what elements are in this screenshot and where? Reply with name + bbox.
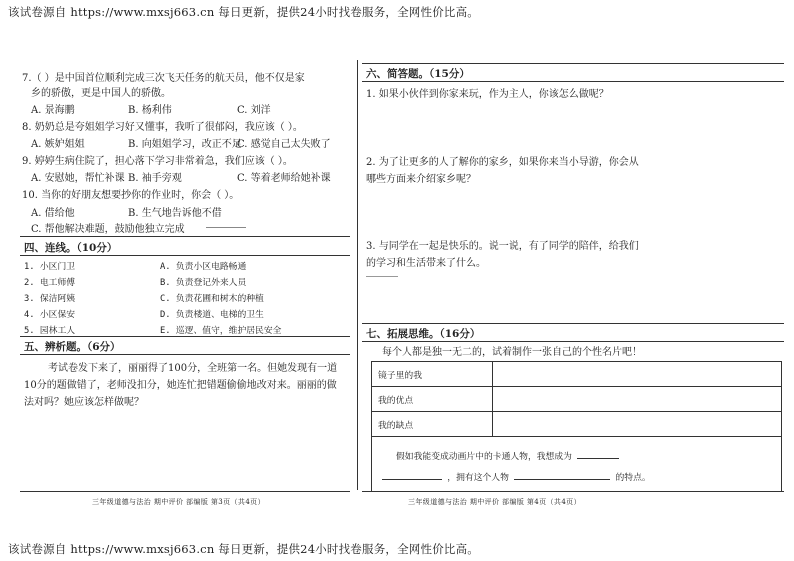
sec7-title: 七、拓展思维。（16分） bbox=[366, 328, 481, 340]
q3-scribble-line bbox=[366, 276, 398, 277]
q9-option-b: B. 袖手旁观 bbox=[128, 173, 182, 184]
card-fill-blank2[interactable] bbox=[382, 479, 442, 480]
q9-stem: 9. 婷婷生病住院了，担心落下学习非常着急，我们应该（ ）。 bbox=[22, 156, 293, 167]
q10-scribble-line bbox=[206, 227, 246, 228]
divider-sec5-bottom bbox=[20, 354, 350, 355]
right-footer-rule bbox=[362, 491, 784, 492]
sec7-intro: 每个人都是独一无二的，试着制作一张自己的个性名片吧！ bbox=[382, 347, 642, 358]
sec4-title: 四、连线。（10分） bbox=[24, 242, 118, 254]
card-label-weaknesses: 我的缺点 bbox=[372, 412, 493, 437]
sec6-q2-line2: 哪些方面来介绍家乡呢？ bbox=[366, 174, 476, 185]
card-fill-line2 bbox=[382, 470, 771, 483]
q8-stem: 8. 奶奶总是夸姐姐学习好又懂事，我听了很郁闷，我应该（ ）。 bbox=[22, 122, 303, 133]
q9-option-c: C. 等着老师给她补课 bbox=[237, 173, 331, 184]
card-row bbox=[372, 387, 782, 412]
match-right-b: B. 负责登记外来人员 bbox=[160, 278, 247, 288]
q8-option-a: A. 嫉妒姐姐 bbox=[31, 139, 85, 150]
q10-option-c: C. 帮他解决难题，鼓励他独立完成 bbox=[31, 224, 185, 235]
card-fill-text1: 假如我能变成动画片中的卡通人物，我想成为 bbox=[396, 452, 572, 462]
q7-stem-line2: 乡的骄傲，更是中国人的骄傲。 bbox=[31, 88, 171, 99]
match-left-1: 1. 小区门卫 bbox=[24, 262, 76, 272]
sec5-text-line2: 10分的题做错了，老师没扣分，她连忙把错题偷偷地改对来。丽丽的做 bbox=[24, 380, 337, 391]
match-left-5: 5. 园林工人 bbox=[24, 326, 76, 336]
match-left-3: 3. 保洁阿姨 bbox=[24, 294, 76, 304]
divider-sec5 bbox=[20, 336, 350, 337]
match-right-a: A. 负责小区电路畅通 bbox=[160, 262, 247, 272]
match-right-c: C. 负责花圃和树木的种植 bbox=[160, 294, 264, 304]
card-answer-mirror[interactable] bbox=[493, 362, 782, 387]
match-left-2: 2. 电工师傅 bbox=[24, 278, 76, 288]
source-banner-top: 该试卷源自 https://www.mxsj663.cn 每日更新，提供24小时找卷服务，全网性价比高。 bbox=[8, 5, 480, 19]
card-label-mirror: 镜子里的我 bbox=[372, 362, 493, 387]
card-row bbox=[372, 412, 782, 437]
q7-option-c: C. 刘洋 bbox=[237, 105, 271, 116]
card-label-strengths: 我的优点 bbox=[372, 387, 493, 412]
q8-option-b: B. 向姐姐学习，改正不足 bbox=[128, 139, 242, 150]
q10-option-a: A. 借给他 bbox=[31, 208, 75, 219]
card-answer-weaknesses[interactable] bbox=[493, 412, 782, 437]
card-row bbox=[372, 437, 782, 492]
card-fill-line1 bbox=[382, 449, 771, 462]
left-page-footer: 三年级道德与法治 期中评价 部编版 第3页（共4页） bbox=[92, 498, 265, 506]
sec5-title: 五、辨析题。（6分） bbox=[24, 341, 121, 353]
divider-sec6-bottom bbox=[362, 81, 784, 82]
source-banner-bottom: 该试卷源自 https://www.mxsj663.cn 每日更新，提供24小时找卷服务，全网性价比高。 bbox=[8, 542, 480, 556]
match-right-e: E. 巡逻、值守，维护居民安全 bbox=[160, 326, 282, 336]
sec6-q3-line1: 3. 与同学在一起是快乐的。说一说，有了同学的陪伴，给我们 bbox=[366, 241, 639, 252]
q7-option-b: B. 杨利伟 bbox=[128, 105, 172, 116]
divider-sec4 bbox=[20, 236, 350, 237]
q8-option-c: C. 感觉自己太失败了 bbox=[237, 139, 331, 150]
card-fill-blank1[interactable] bbox=[577, 458, 619, 459]
sec5-text-line1: 考试卷发下来了，丽丽得了100分，全班第一名。但她发现有一道 bbox=[48, 363, 338, 374]
sec6-q2-line1: 2. 为了让更多的人了解你的家乡，如果你来当小导游，你会从 bbox=[366, 157, 639, 168]
sec6-q1: 1. 如果小伙伴到你家来玩，作为主人，你该怎么做呢？ bbox=[366, 89, 609, 100]
card-answer-strengths[interactable] bbox=[493, 387, 782, 412]
right-page-footer: 三年级道德与法治 期中评价 部编版 第4页（共4页） bbox=[408, 498, 581, 506]
q10-stem: 10. 当你的好朋友想要抄你的作业时，你会（ ）。 bbox=[22, 190, 240, 201]
divider-sec4-bottom bbox=[20, 255, 350, 256]
match-right-d: D. 负责楼道、电梯的卫生 bbox=[160, 310, 264, 320]
divider-sec7-top bbox=[362, 323, 784, 324]
sec6-q3-line2: 的学习和生活带来了什么。 bbox=[366, 258, 486, 269]
q9-option-a: A. 安慰她，帮忙补课 bbox=[31, 173, 125, 184]
left-footer-rule bbox=[20, 491, 350, 492]
card-row bbox=[372, 362, 782, 387]
sec6-title: 六、简答题。（15分） bbox=[366, 68, 470, 80]
card-fill-text2: ，拥有这个人物 bbox=[447, 473, 509, 483]
card-fill-cell bbox=[372, 437, 782, 492]
q10-option-b: B. 生气地告诉他不借 bbox=[128, 208, 222, 219]
name-card-table bbox=[371, 361, 782, 492]
divider-sec6-top bbox=[362, 63, 784, 64]
q7-option-a: A. 景海鹏 bbox=[31, 105, 75, 116]
match-left-4: 4. 小区保安 bbox=[24, 310, 76, 320]
sec5-text-line3: 法对吗？她应该怎样做呢？ bbox=[24, 397, 144, 408]
column-divider bbox=[357, 60, 358, 490]
card-fill-blank3[interactable] bbox=[514, 479, 610, 480]
card-fill-text3: 的特点。 bbox=[615, 473, 651, 483]
divider-sec7-bottom bbox=[362, 341, 784, 342]
q7-stem-line1: 7.（ ）是中国首位顺利完成三次飞天任务的航天员，他不仅是家 bbox=[22, 73, 305, 84]
